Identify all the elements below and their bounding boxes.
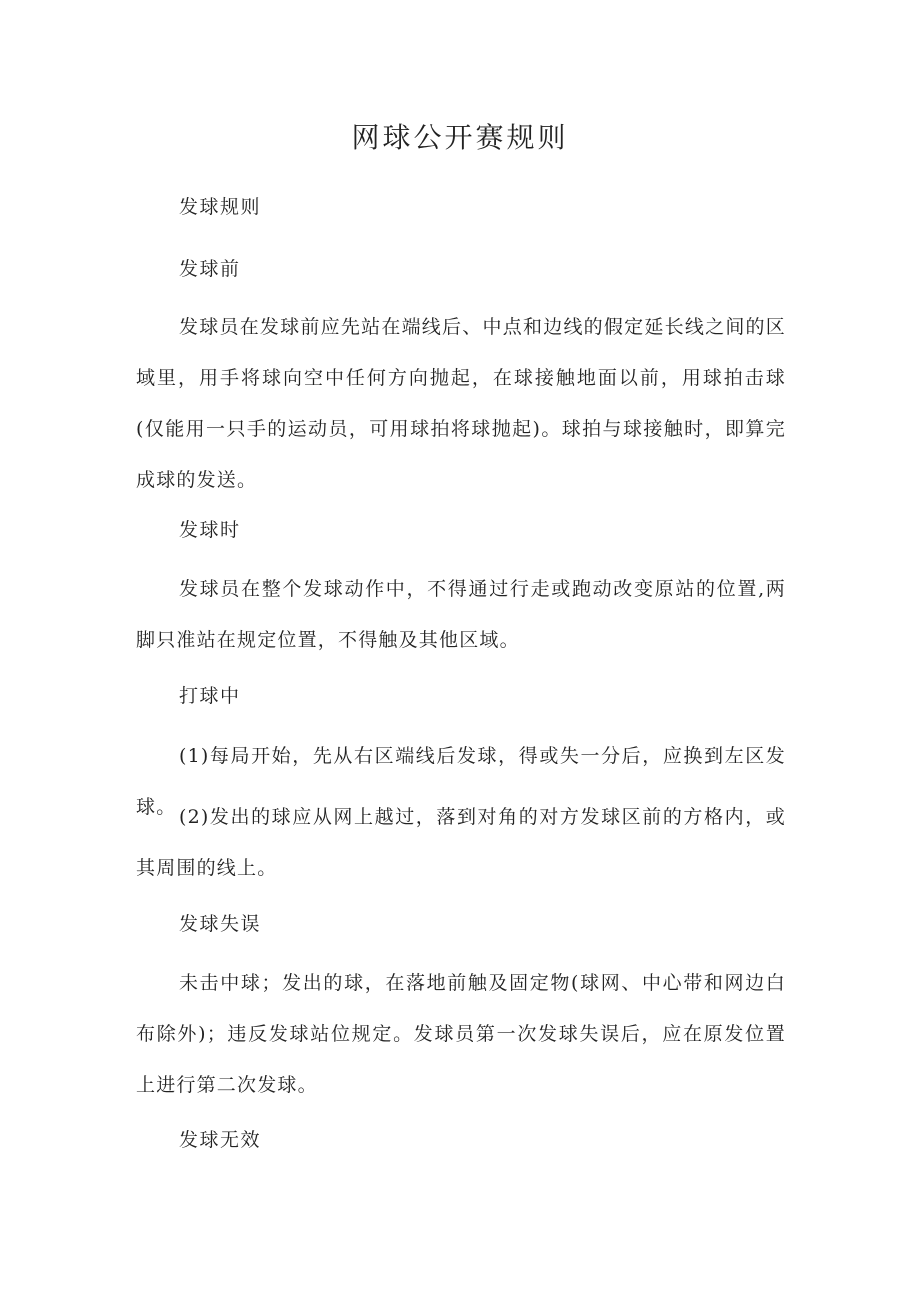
paragraph-before-serve: 发球员在发球前应先站在端线后、中点和边线的假定延长线之间的区域里，用手将球向空中任何方向抛起，在球接触地面以前，用球拍击球(仅能用一只手的运动员，可用球拍将球抛起)。球拍与球接触时，即算完成球的发送。 [136,316,786,491]
section-heading-in-play: 打球中 [179,685,241,707]
section-heading-serve-let: 发球无效 [179,1129,262,1151]
page-title: 网球公开赛规则 [351,121,569,154]
paragraph-during-serve: 发球员在整个发球动作中，不得通过行走或跑动改变原站的位置,两脚只准站在规定位置，不得触及其他区域。 [136,578,786,651]
paragraph-in-play-2: (2)发出的球应从网上越过，落到对角的对方发球区前的方格内，或其周围的线上。 [136,806,786,879]
paragraph-serve-fault: 未击中球；发出的球，在落地前触及固定物(球网、中心带和网边白布除外)；违反发球站位规定。发球员第一次发球失误后，应在原发位置上进行第二次发球。 [136,972,786,1096]
section-heading-serve-rules: 发球规则 [179,196,262,218]
section-heading-during-serve: 发球时 [179,519,241,541]
section-heading-serve-fault: 发球失误 [179,913,262,935]
paragraph-in-play-1: (1)每局开始，先从右区端线后发球，得或失一分后，应换到左区发球。 [136,745,786,818]
section-heading-before-serve: 发球前 [179,258,241,280]
